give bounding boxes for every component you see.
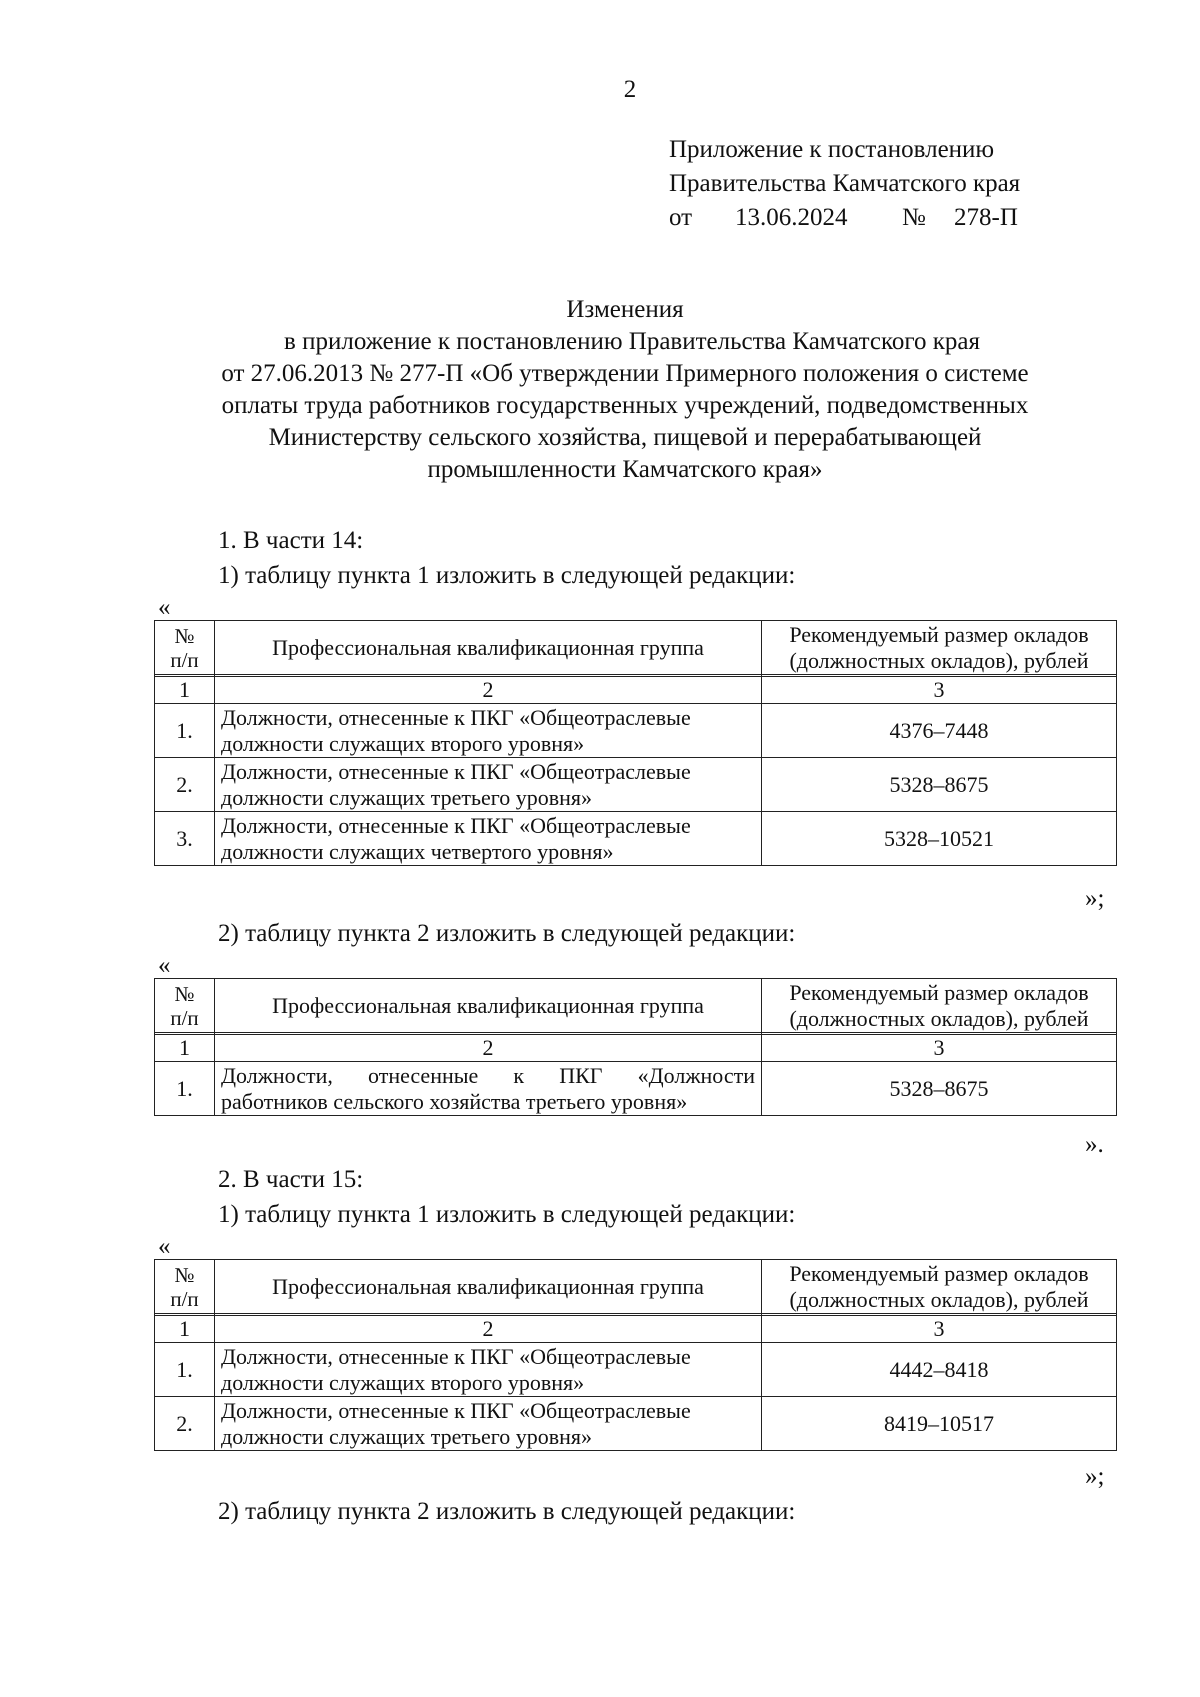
table-header-row	[155, 621, 1117, 675]
table-row	[155, 1397, 1117, 1451]
quote-open: «	[158, 594, 171, 621]
table-1	[154, 620, 1117, 866]
row-group: Должности, отнесенные к ПКГ «Должности работников сельского хозяйства третьего уровня»	[215, 1062, 762, 1116]
column-number: 1	[155, 1316, 215, 1343]
appendix-number: 278-П	[954, 204, 1018, 231]
table-row	[155, 704, 1117, 758]
table-row	[155, 812, 1117, 866]
column-number: 2	[215, 677, 762, 704]
title-heading: Изменения	[566, 296, 684, 323]
table-row	[155, 1062, 1117, 1116]
header-cell-salary: Рекомендуемый размер окладов (должностных окладов), рублей	[762, 1260, 1117, 1314]
column-numbers-row	[155, 1316, 1117, 1343]
section-2-item-2: 2) таблицу пункта 2 изложить в следующей редакции:	[218, 1498, 796, 1525]
appendix-number-sign: №	[902, 204, 926, 231]
row-number: 1.	[155, 1062, 215, 1116]
header-cell-number: № п/п	[155, 621, 215, 675]
table-2	[154, 978, 1117, 1116]
appendix-from-label: от	[669, 204, 693, 231]
appendix-header	[669, 133, 1020, 235]
section-2-heading: 2. В части 15:	[218, 1166, 364, 1193]
section-2-item-1: 1) таблицу пункта 1 изложить в следующей редакции:	[218, 1201, 796, 1228]
row-number: 1.	[155, 704, 215, 758]
row-group: Должности, отнесенные к ПКГ «Общеотраслевые должности служащих второго уровня»	[215, 704, 762, 758]
quote-close: ».	[1085, 1131, 1104, 1158]
row-salary: 8419–10517	[762, 1397, 1117, 1451]
row-number: 3.	[155, 812, 215, 866]
appendix-line-1: Приложение к постановлению	[669, 136, 995, 163]
row-number: 2.	[155, 1397, 215, 1451]
column-number: 1	[155, 677, 215, 704]
section-1-item-1: 1) таблицу пункта 1 изложить в следующей редакции:	[218, 562, 796, 589]
document-title	[150, 294, 1100, 486]
appendix-date: 13.06.2024	[735, 204, 848, 231]
appendix-date-line	[669, 201, 1020, 235]
table-header-row	[155, 979, 1117, 1033]
table-header-row	[155, 1260, 1117, 1314]
header-cell-group: Профессиональная квалификационная группа	[215, 1260, 762, 1314]
column-numbers-row	[155, 677, 1117, 704]
header-cell-salary: Рекомендуемый размер окладов (должностных окладов), рублей	[762, 621, 1117, 675]
title-line-2: от 27.06.2013 № 277-П «Об утверждении Примерного положения о системе	[221, 360, 1029, 387]
row-group: Должности, отнесенные к ПКГ «Общеотраслевые должности служащих третьего уровня»	[215, 758, 762, 812]
table-3	[154, 1259, 1117, 1451]
column-number: 1	[155, 1035, 215, 1062]
header-cell-group: Профессиональная квалификационная группа	[215, 621, 762, 675]
row-salary: 4442–8418	[762, 1343, 1117, 1397]
title-line-3: оплаты труда работников государственных учреждений, подведомственных	[221, 392, 1029, 419]
column-number: 3	[762, 1316, 1117, 1343]
title-line-5: промышленности Камчатского края»	[427, 456, 823, 483]
row-salary: 5328–8675	[762, 1062, 1117, 1116]
title-line-4: Министерству сельского хозяйства, пищевой и перерабатывающей	[268, 424, 982, 451]
row-salary: 5328–8675	[762, 758, 1117, 812]
row-salary: 4376–7448	[762, 704, 1117, 758]
appendix-line-2: Правительства Камчатского края	[669, 170, 1021, 197]
section-1-heading: 1. В части 14:	[218, 527, 364, 554]
row-group: Должности, отнесенные к ПКГ «Общеотраслевые должности служащих третьего уровня»	[215, 1397, 762, 1451]
header-cell-salary: Рекомендуемый размер окладов (должностных окладов), рублей	[762, 979, 1117, 1033]
quote-open: «	[158, 952, 171, 979]
column-numbers-row	[155, 1035, 1117, 1062]
quote-close: »;	[1085, 885, 1105, 912]
header-cell-group: Профессиональная квалификационная группа	[215, 979, 762, 1033]
header-cell-number: № п/п	[155, 979, 215, 1033]
row-group: Должности, отнесенные к ПКГ «Общеотраслевые должности служащих четвертого уровня»	[215, 812, 762, 866]
column-number: 2	[215, 1035, 762, 1062]
row-salary: 5328–10521	[762, 812, 1117, 866]
table-row	[155, 758, 1117, 812]
page-number: 2	[623, 76, 637, 103]
header-cell-number: № п/п	[155, 1260, 215, 1314]
section-1-item-2: 2) таблицу пункта 2 изложить в следующей редакции:	[218, 920, 796, 947]
table-row	[155, 1343, 1117, 1397]
row-number: 1.	[155, 1343, 215, 1397]
quote-open: «	[158, 1233, 171, 1260]
quote-close: »;	[1085, 1463, 1105, 1490]
column-number: 3	[762, 1035, 1117, 1062]
row-group: Должности, отнесенные к ПКГ «Общеотраслевые должности служащих второго уровня»	[215, 1343, 762, 1397]
row-number: 2.	[155, 758, 215, 812]
column-number: 2	[215, 1316, 762, 1343]
title-line-1: в приложение к постановлению Правительства Камчатского края	[284, 328, 980, 355]
column-number: 3	[762, 677, 1117, 704]
